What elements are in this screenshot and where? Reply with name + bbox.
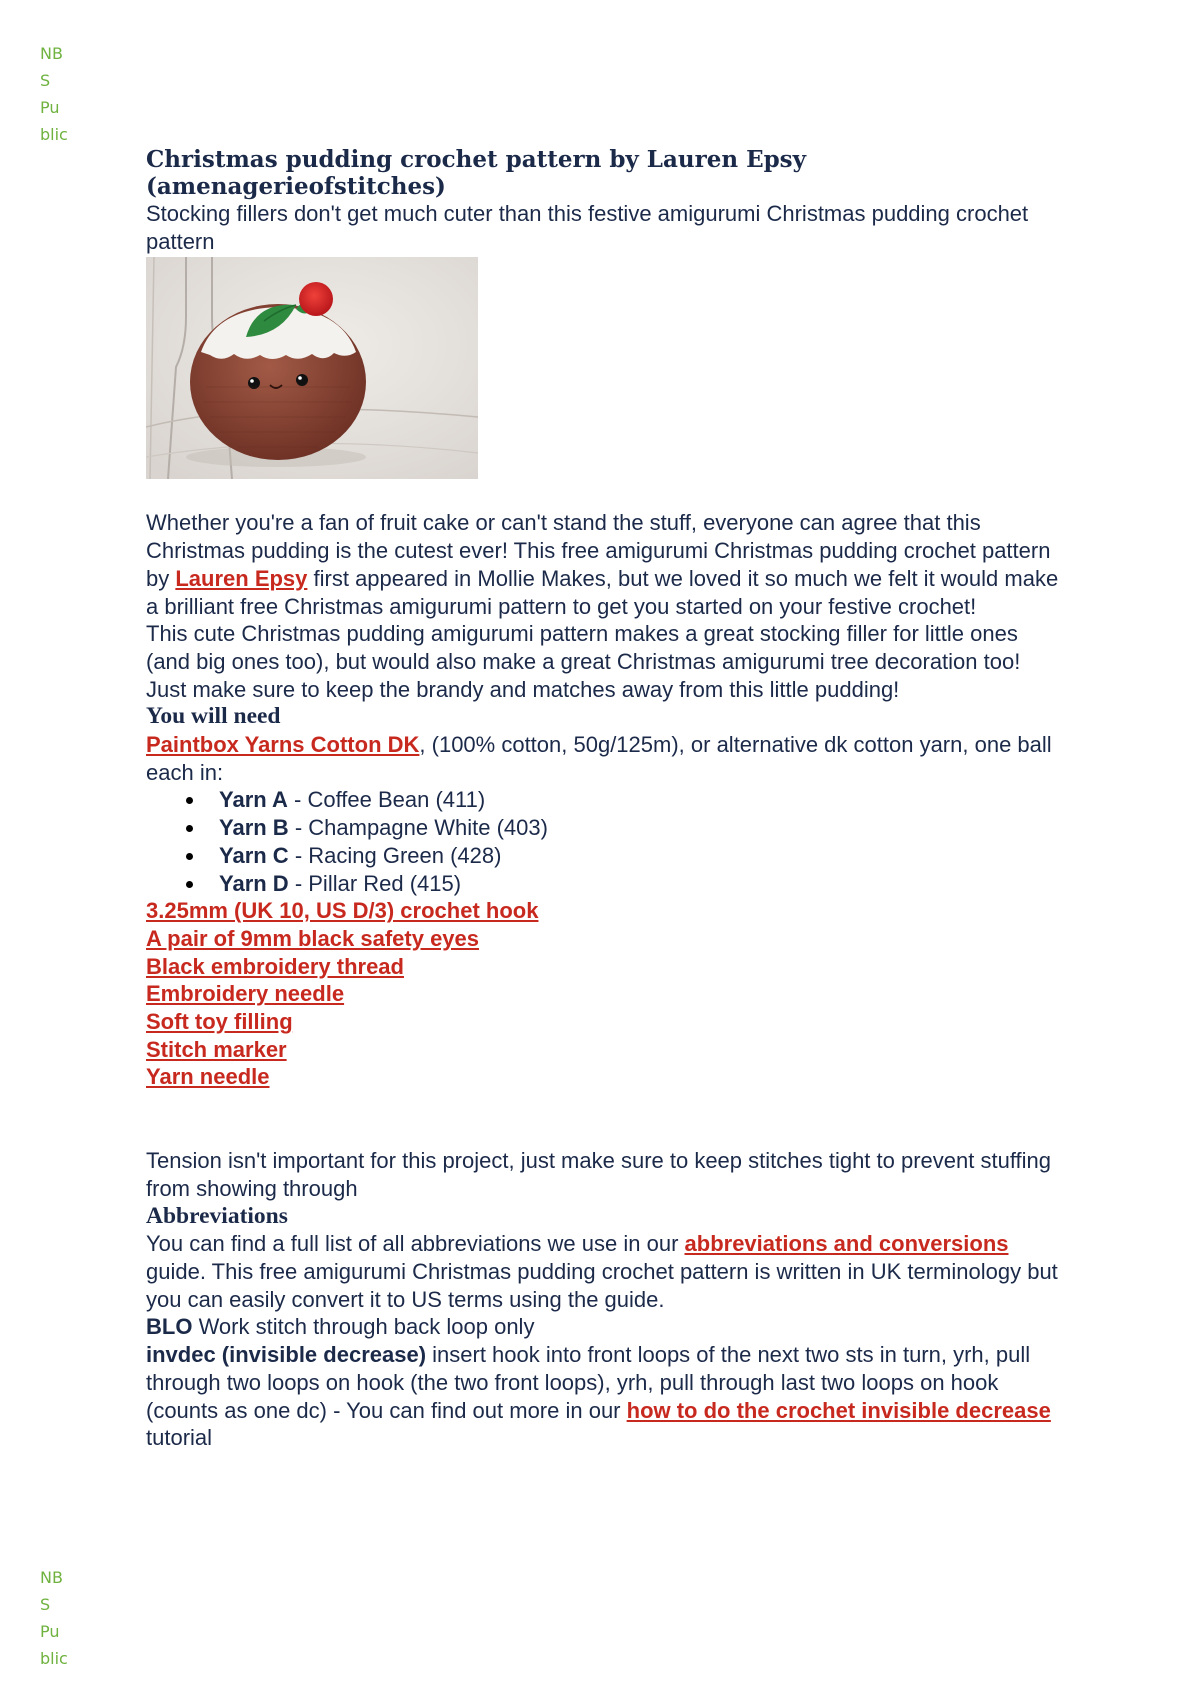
classification-label-bottom (40, 1564, 80, 1672)
article-title: Christmas pudding crochet pattern by Lauren Epsy (amenagerieofstitches) (146, 146, 806, 200)
embroidery-needle-link[interactable]: Embroidery needle (146, 981, 345, 1007)
classification-label-top (40, 40, 80, 148)
abbreviations-heading: Abbreviations (146, 1202, 288, 1229)
list-item: Yarn B - Champagne White (403) (219, 814, 1066, 842)
list-item: Yarn D - Pillar Red (415) (219, 870, 1066, 898)
classification-label-line: Pu (40, 1622, 60, 1641)
classification-label-line: Pu (40, 98, 60, 117)
yarn-list (146, 786, 1066, 897)
yarn-paragraph: Paintbox Yarns Cotton DK, (100% cotton, 50g/125m), or alternative dk cotton yarn, one ball each in: (146, 732, 1052, 785)
intro-paragraph-1: Whether you're a fan of fruit cake or can't stand the stuff, everyone can agree that this Christmas pudding is the cutest ever! This free amigurumi Christmas pudding crochet pattern by Lauren Epsy first appeared in Mollie Makes, but we loved it so much we felt it would make a brilliant free Christmas amigurumi pattern to get you started on your festive crochet! (146, 510, 1059, 619)
spacer (146, 479, 1066, 509)
classification-label-line: blic (40, 1649, 68, 1668)
christmas-pudding-photo (146, 257, 478, 479)
intro-paragraph-2: This cute Christmas pudding amigurumi pattern makes a great stocking filler for little ones (and big ones too), but would also make a great Christmas amigurumi tree decoration too! Just make sure to keep the brandy and matches away from this little pudding! (146, 621, 1021, 702)
invdec-definition: invdec (invisible decrease) insert hook into front loops of the next two sts in turn, yrh, pull through two loops on hook (the two front loops), yrh, pull through last two loops on hook (counts as one dc) - You can find out more in our how to do the crochet invisible decrease tutorial (146, 1342, 1051, 1451)
soft-toy-filling-link[interactable]: Soft toy filling (146, 1009, 293, 1035)
embroidery-thread-link[interactable]: Black embroidery thread (146, 953, 404, 979)
abbreviations-conversions-link[interactable]: abbreviations and conversions (684, 1231, 1009, 1257)
article-body (146, 146, 1066, 1452)
list-item: Yarn A - Coffee Bean (411) (219, 786, 1066, 814)
classification-label-line: NB (40, 1568, 63, 1587)
spacer (146, 1091, 1066, 1147)
classification-label-line: blic (40, 125, 68, 144)
classification-label-line: NB (40, 44, 63, 63)
crochet-hook-link[interactable]: 3.25mm (UK 10, US D/3) crochet hook (146, 898, 539, 924)
lauren-epsy-link[interactable]: Lauren Epsy (175, 565, 308, 591)
abbreviations-paragraph: You can find a full list of all abbreviations we use in our abbreviations and conversions guide. This free amigurumi Christmas pudding crochet pattern is written in UK terminology but you can easily convert it to US terms using the guide. (146, 1231, 1058, 1312)
blo-definition: BLO Work stitch through back loop only (146, 1314, 535, 1340)
stitch-marker-link[interactable]: Stitch marker (146, 1036, 287, 1062)
classification-label-line: S (40, 1595, 51, 1614)
yarn-needle-link[interactable]: Yarn needle (146, 1064, 270, 1090)
supplies-list (146, 897, 1066, 1091)
you-will-need-heading: You will need (146, 703, 281, 730)
paintbox-yarns-link[interactable]: Paintbox Yarns Cotton DK (146, 732, 420, 758)
article-subtitle: Stocking fillers don't get much cuter than this festive amigurumi Christmas pudding crochet pattern (146, 201, 1029, 254)
classification-label-line: S (40, 71, 51, 90)
list-item: Yarn C - Racing Green (428) (219, 842, 1066, 870)
safety-eyes-link[interactable]: A pair of 9mm black safety eyes (146, 925, 480, 951)
invisible-decrease-tutorial-link[interactable]: how to do the crochet invisible decrease (626, 1397, 1051, 1423)
tension-paragraph: Tension isn't important for this project, just make sure to keep stitches tight to prevent stuffing from showing through (146, 1148, 1052, 1201)
